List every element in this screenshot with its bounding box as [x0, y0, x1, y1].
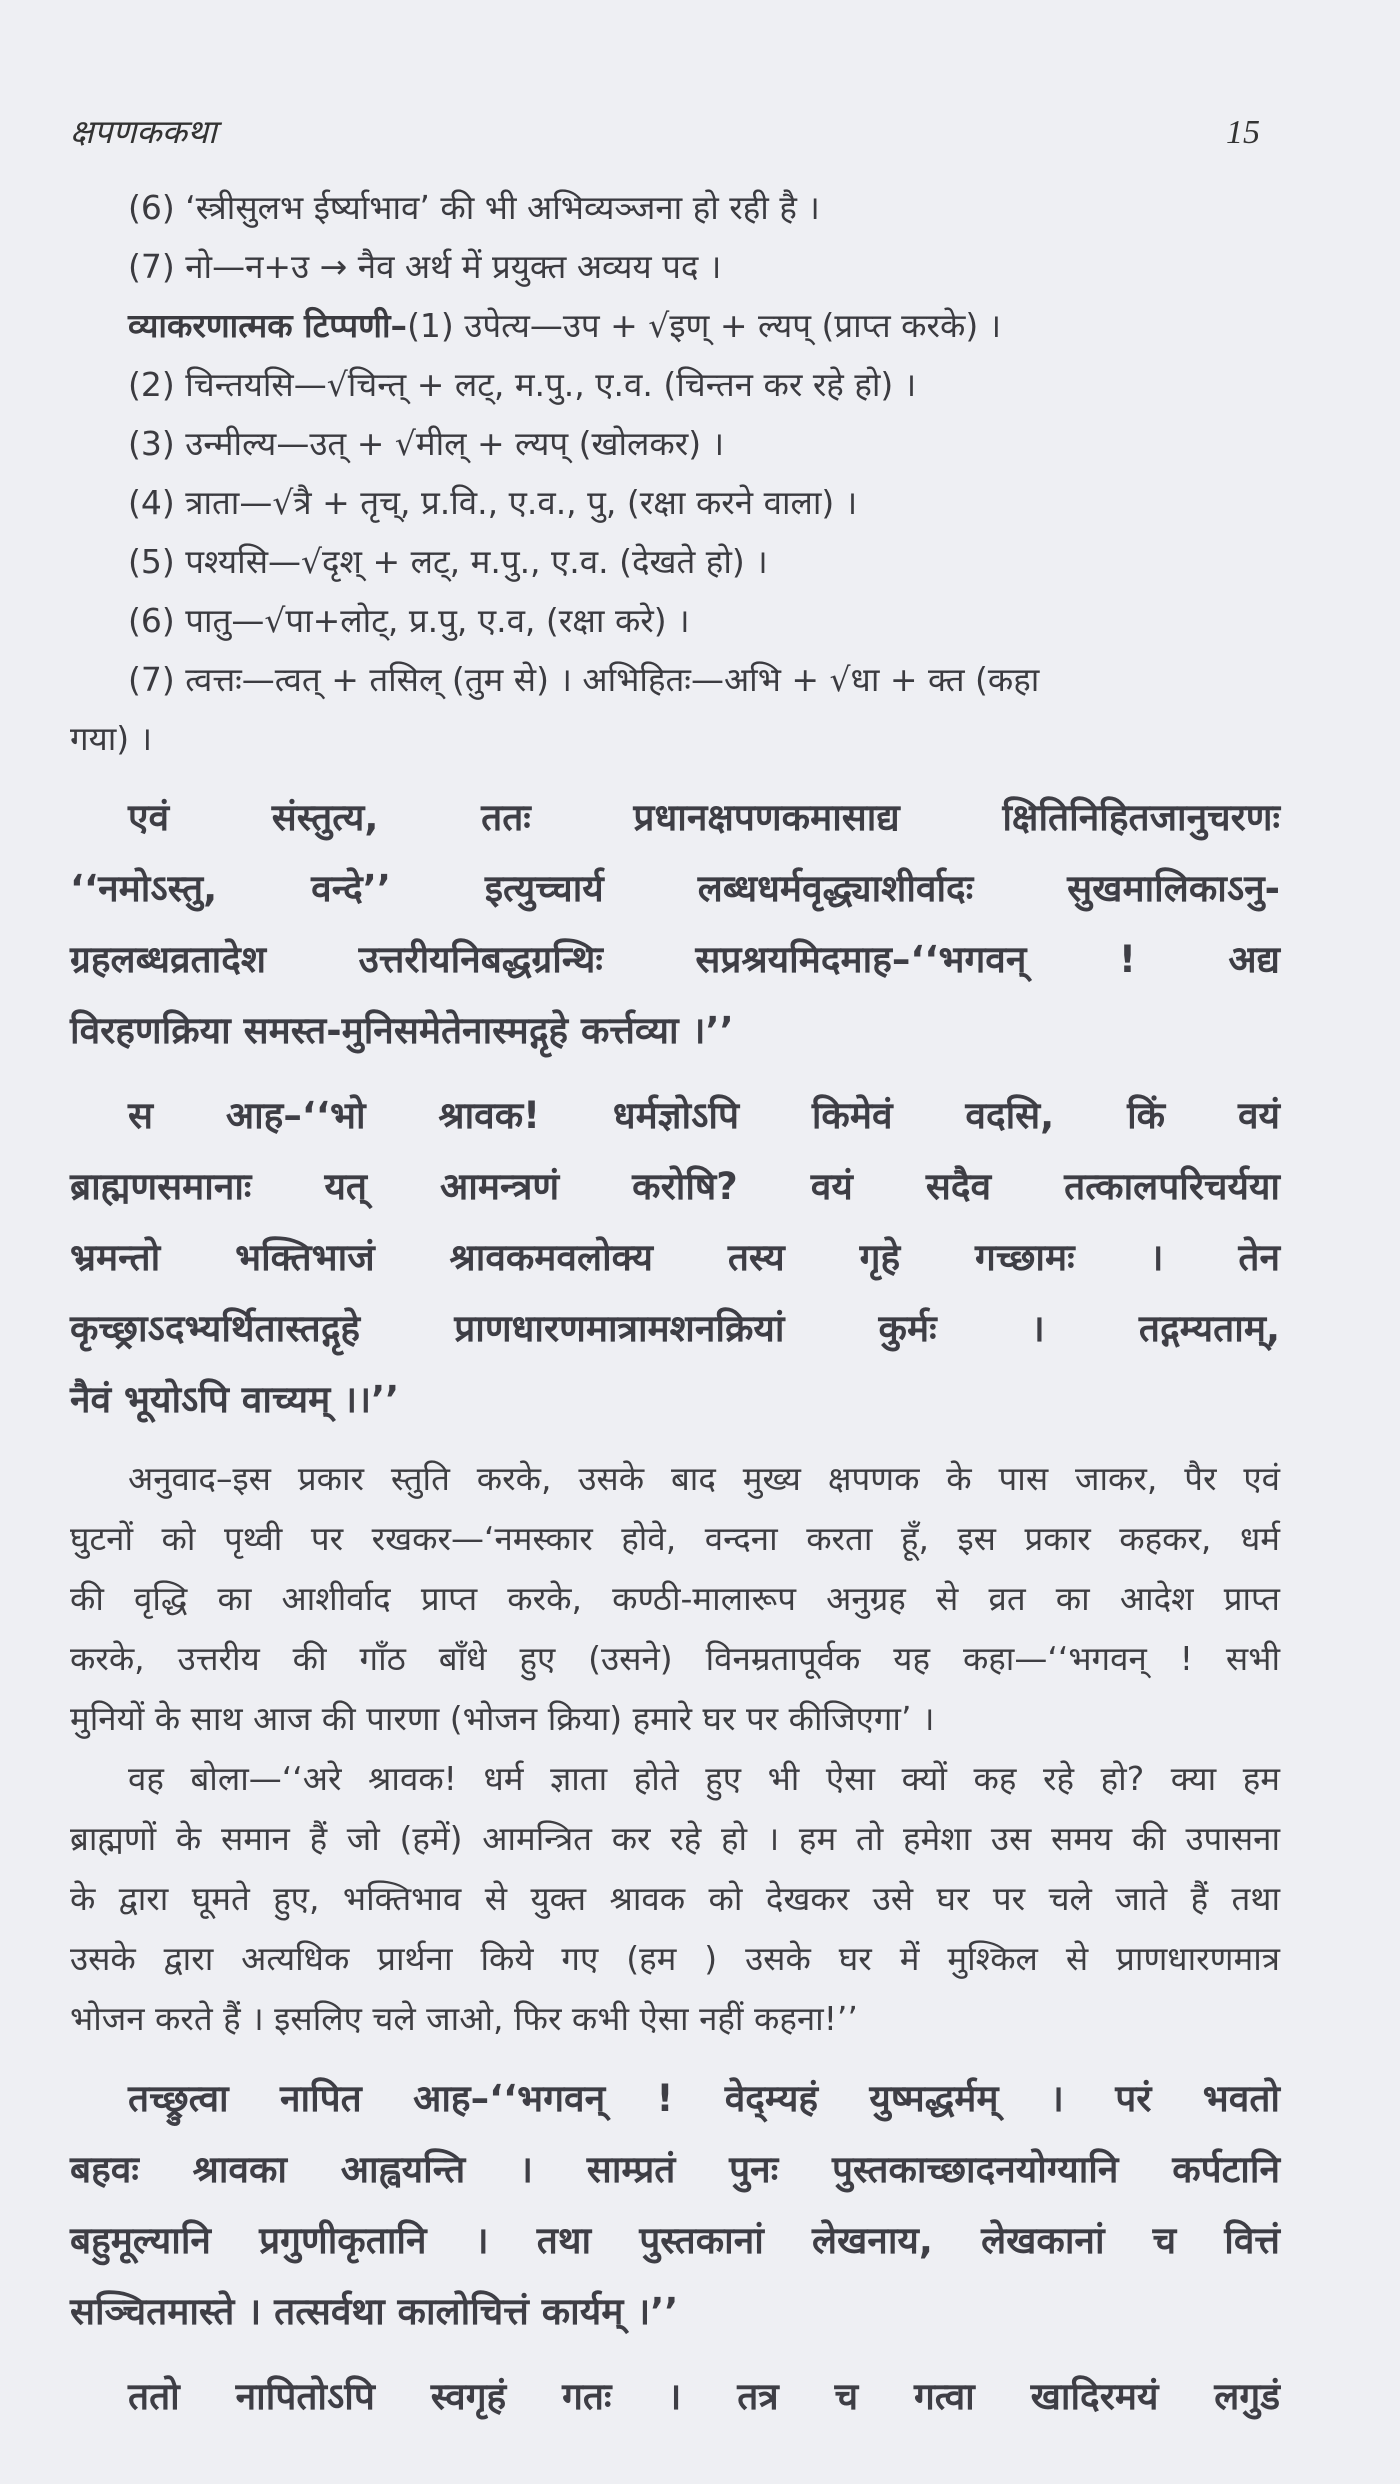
grammar-notes: [70, 296, 1280, 768]
sanskrit-line: बहवः श्रावका आह्वयन्ति । साम्प्रतं पुनः पुस्तकाच्छादनयोग्यानि कर्पटानि: [70, 2148, 1280, 2191]
grammar-item: (2) चिन्तयसि—√चिन्त् + लट्, म.पु., ए.व. (चिन्तन कर रहे हो) ।: [128, 365, 917, 404]
sanskrit-line: कृच्छ्राऽदभ्यर्थितास्तद्गृहे प्राणधारणमात्रामशनक्रियां कुर्मः । तद्गम्यताम्,: [70, 1307, 1280, 1350]
page-number: 15: [1226, 114, 1260, 151]
grammar-item: (4) त्राता—√त्रै + तृच्, प्र.वि., ए.व., पु, (रक्षा करने वाला) ।: [128, 483, 858, 522]
sanskrit-line: स आह–‘‘भो श्रावक! धर्मज्ञोऽपि किमेवं वदसि, किं वयं: [128, 1094, 1280, 1137]
sanskrit-line: विरहणक्रिया समस्त-मुनिसमेतेनास्मद्गृहे कर्त्तव्या ।’’: [70, 1009, 734, 1052]
running-title: क्षपणककथा: [70, 112, 217, 151]
grammar-item: (3) उन्मील्य—उत् + √मील् + ल्यप् (खोलकर) ।: [128, 424, 725, 463]
grammar-item: (1) उपेत्य—उप + √इण् + ल्यप् (प्राप्त करके) ।: [407, 306, 1002, 345]
translation-line: भोजन करते हैं । इसलिए चले जाओ, फिर कभी ऐसा नहीं कहना!’’: [70, 1999, 858, 2038]
translation-line: अनुवाद–इस प्रकार स्तुति करके, उसके बाद मुख्य क्षपणक के पास जाकर, पैर एवं: [128, 1459, 1280, 1498]
translation-paragraph: [70, 1449, 1280, 1749]
sanskrit-line: बहुमूल्यानि प्रगुणीकृतानि । तथा पुस्तकानां लेखनाय, लेखकानां च वित्तं: [70, 2219, 1280, 2262]
translation-line: उसके द्वारा अत्यधिक प्रार्थना किये गए (हम ) उसके घर में मुश्किल से प्राणधारणमात्र: [70, 1939, 1280, 1978]
translation-line: ब्राह्मणों के समान हैं जो (हमें) आमन्त्रित कर रहे हो । हम तो हमेशा उस समय की उपासना: [70, 1819, 1280, 1858]
sanskrit-line: नैवं भूयोऽपि वाच्यम् ।।’’: [70, 1378, 400, 1421]
notes-section: [70, 178, 1280, 296]
sanskrit-paragraph: [70, 1080, 1280, 1435]
page-header: [70, 108, 1280, 164]
grammar-item: (5) पश्यसि—√दृश् + लट्, म.पु., ए.व. (देखते हो) ।: [128, 542, 768, 581]
note-line: (7) नो—न+उ → नैव अर्थ में प्रयुक्त अव्यय पद ।: [128, 247, 722, 286]
translation-line: मुनियों के साथ आज की पारणा (भोजन क्रिया) हमारे घर पर कीजिएगा’ ।: [70, 1699, 935, 1738]
translation-paragraph: [70, 1749, 1280, 2049]
translation-line: वह बोला—‘‘अरे श्रावक! धर्म ज्ञाता होते हुए भी ऐसा क्यों कह रहे हो? क्या हम: [128, 1759, 1280, 1798]
grammar-item: (7) त्वत्तः—त्वत् + तसिल् (तुम से) । अभिहितः—अभि + √धा + क्त (कहा: [128, 660, 1040, 699]
translation-line: करके, उत्तरीय की गाँठ बाँधे हुए (उसने) विनम्रतापूर्वक यह कहा—‘‘भगवन् ! सभी: [70, 1639, 1280, 1678]
sanskrit-line: ग्रहलब्धव्रतादेश उत्तरीयनिबद्धग्रन्थिः सप्रश्रयमिदमाह–‘‘भगवन् ! अद्य: [70, 938, 1280, 981]
note-line: (6) ‘स्त्रीसुलभ ईर्ष्याभाव’ की भी अभिव्यञ्जना हो रही है ।: [128, 188, 820, 227]
grammar-heading: व्याकरणात्मक टिप्पणी–: [128, 306, 408, 345]
sanskrit-line: भ्रमन्तो भक्तिभाजं श्रावकमवलोक्य तस्य गृहे गच्छामः । तेन: [70, 1236, 1280, 1279]
sanskrit-line: सञ्चितमास्ते । तत्सर्वथा कालोचित्तं कार्यम् ।’’: [70, 2290, 679, 2333]
sanskrit-line: ब्राह्मणसमानाः यत् आमन्त्रणं करोषि? वयं सदैव तत्कालपरिचर्यया: [70, 1165, 1280, 1208]
sanskrit-line: ‘‘नमोऽस्तु, वन्दे’’ इत्युच्चार्य लब्धधर्मवृद्ध्याशीर्वादः सुखमालिकाऽनु-: [70, 867, 1280, 910]
sanskrit-paragraph: [70, 2063, 1280, 2347]
translation-line: की वृद्धि का आशीर्वाद प्राप्त करके, कण्ठी-मालारूप अनुग्रह से व्रत का आदेश प्राप्त: [70, 1579, 1280, 1618]
grammar-heading-line: [70, 296, 1280, 355]
sanskrit-paragraph: [70, 2361, 1280, 2432]
translation-line: के द्वारा घूमते हुए, भक्तिभाव से युक्त श्रावक को देखकर उसे घर पर चले जाते हैं तथा: [70, 1879, 1280, 1918]
sanskrit-line: ततो नापितोऽपि स्वगृहं गतः । तत्र च गत्वा खादिरमयं लगुडं: [128, 2375, 1280, 2418]
sanskrit-paragraph: [70, 782, 1280, 1066]
sanskrit-line: एवं संस्तुत्य, ततः प्रधानक्षपणकमासाद्य क्षितिनिहितजानुचरणः: [128, 796, 1280, 839]
translation-line: घुटनों को पृथ्वी पर रखकर—‘नमस्कार होवे, वन्दना करता हूँ, इस प्रकार कहकर, धर्म: [70, 1519, 1280, 1558]
grammar-item: गया) ।: [70, 719, 153, 758]
sanskrit-line: तच्छ्रुत्वा नापित आह–‘‘भगवन् ! वेद्म्यहं युष्मद्धर्मम् । परं भवतो: [128, 2077, 1280, 2120]
grammar-item: (6) पातु—√पा+लोट्, प्र.पु, ए.व, (रक्षा करे) ।: [128, 601, 690, 640]
